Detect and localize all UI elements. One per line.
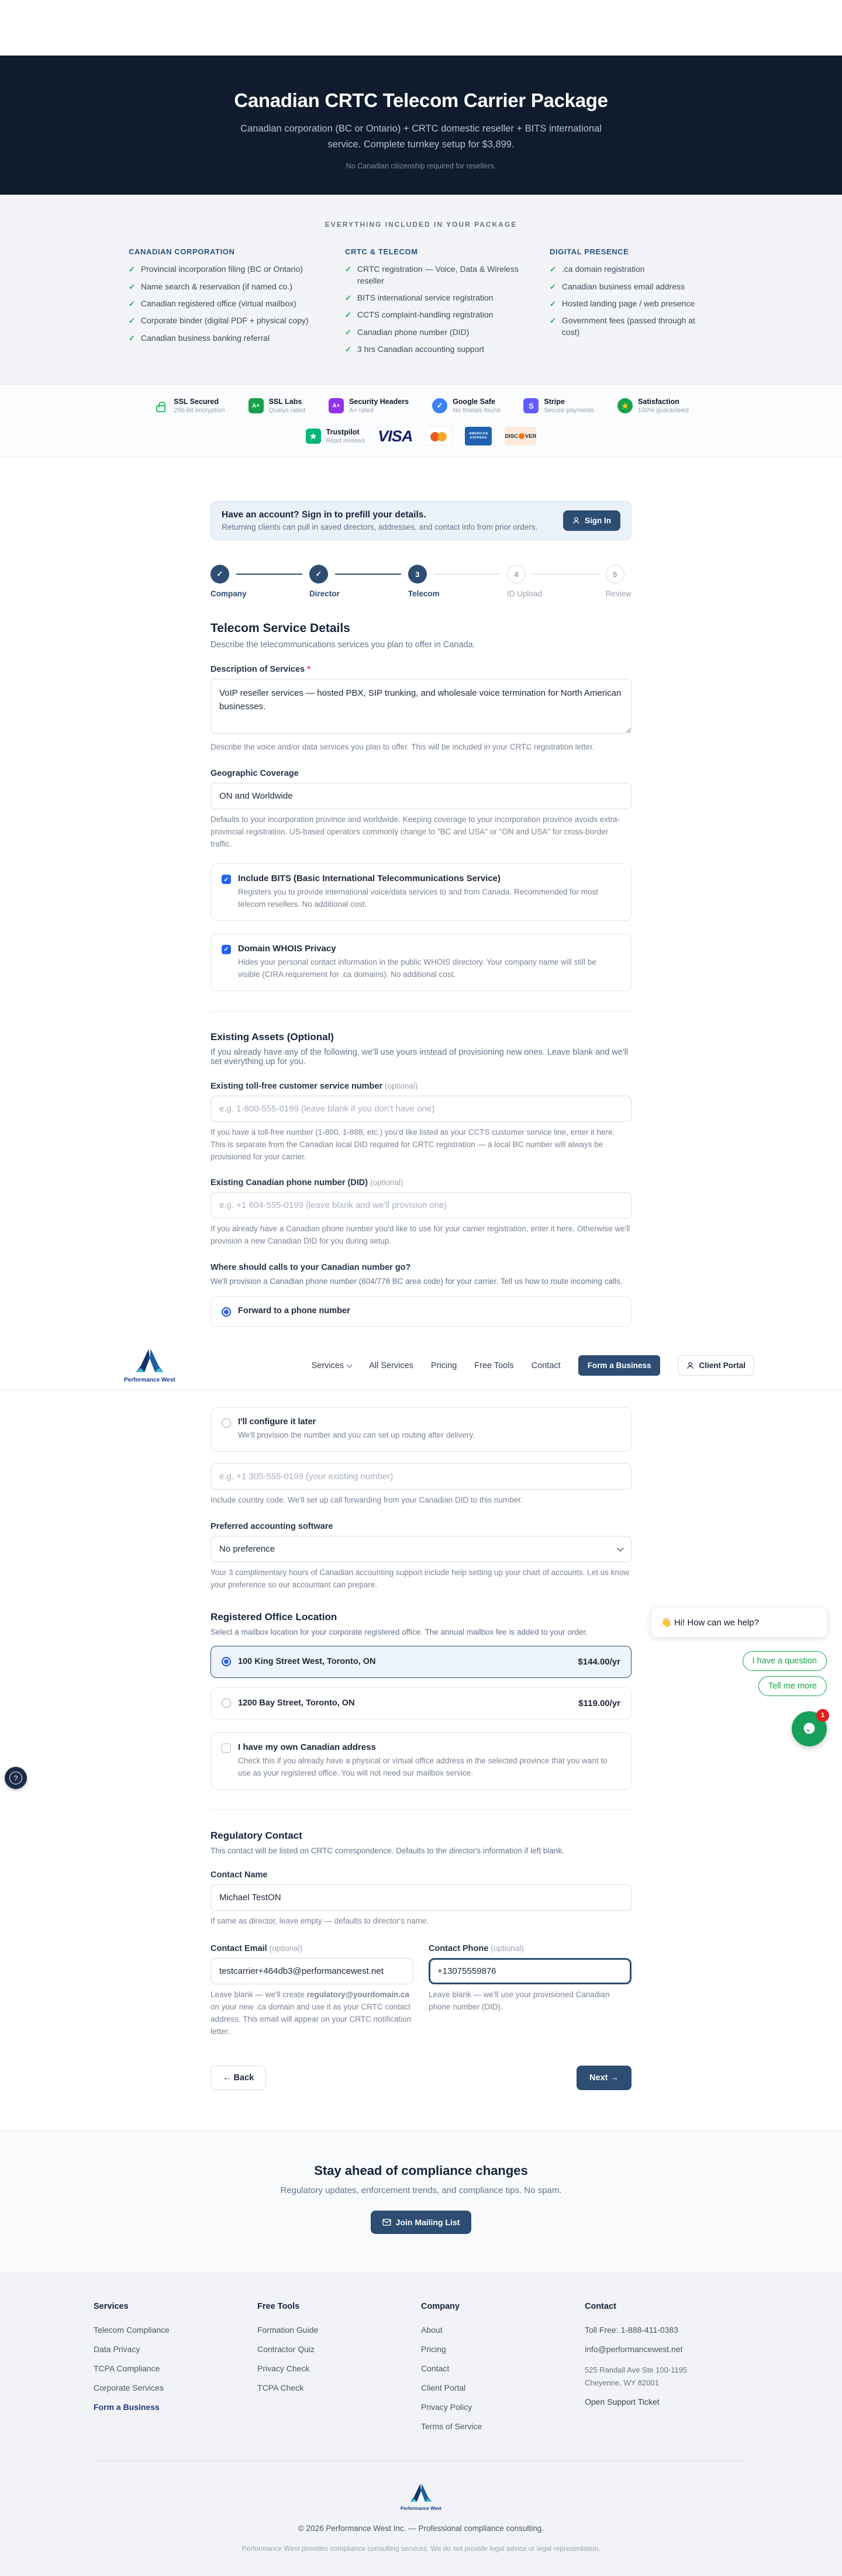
step-id-upload: 4 ID Upload: [507, 565, 606, 598]
form-a-business-button[interactable]: Form a Business: [578, 1355, 661, 1376]
badge-ssl-secured: SSL Secured 256-bit encryption: [153, 398, 225, 414]
footer-col-company: Company About Pricing Contact Client Portal Privacy Policy Terms of Service: [421, 2302, 585, 2441]
check-icon: [129, 298, 135, 309]
footer: [0, 2271, 842, 2576]
brand-name: Performance West: [124, 1377, 175, 1384]
page-title: Canadian CRTC Telecom Carrier Package: [234, 89, 608, 111]
mountain-logo-icon: [409, 2482, 433, 2505]
check-icon: [345, 344, 351, 355]
contact-email-helper: Leave blank — we'll create regulatory@yourdomain.ca on your new .ca domain and use it as your CRTC contact address. This email will appear on your CRTC notification letter.: [210, 1990, 412, 2036]
check-icon: [345, 327, 351, 338]
footer-col-tools: Free Tools Formation Guide Contractor Quiz Privacy Check TCPA Check: [257, 2302, 421, 2441]
help-button[interactable]: [5, 1767, 27, 1789]
contact-phone-label: Contact Phone (optional): [429, 1943, 524, 1953]
bits-option-card[interactable]: [210, 864, 632, 921]
stepper: [210, 565, 632, 598]
contact-name-helper: If same as director, leave empty — defaults to director's name.: [210, 1916, 429, 1925]
chat-widget: [651, 1608, 827, 1746]
list-item: ✓ Provincial incorporation filing (BC or Ontario): [129, 264, 322, 275]
description-label: Description of Services *: [210, 665, 310, 675]
signin-subtitle: Returning clients can pull in saved directors, addresses, and contact info from prior orders.: [222, 523, 538, 532]
contact-phone-helper: Leave blank — we'll use your provisioned Canadian phone number (DID).: [429, 1990, 610, 2011]
radio-unselected-icon[interactable]: [222, 1418, 231, 1428]
list-item: ✓ .ca domain registration: [550, 264, 713, 275]
regulatory-heading: Regulatory Contact: [210, 1829, 302, 1841]
office-price: $119.00/yr: [578, 1698, 620, 1708]
list-item: ✓ Canadian business banking referral: [129, 333, 322, 344]
hero-note: No Canadian citizenship required for resellers.: [346, 162, 496, 171]
step-telecom[interactable]: 3 Telecom: [408, 565, 507, 598]
footer-link[interactable]: Corporate Services: [94, 2383, 164, 2393]
checkbox-unchecked-icon[interactable]: [222, 1743, 231, 1753]
forward-number-helper: Include country code. We'll set up call forwarding from your Canadian DID to this number.: [210, 1496, 523, 1505]
sign-in-button[interactable]: Sign In: [563, 510, 620, 531]
list-item: ✓ Canadian business email address: [550, 281, 713, 292]
footer-link[interactable]: Data Privacy: [94, 2344, 140, 2354]
included-section: [0, 195, 842, 384]
badge-google-safe: ✓ Google Safe No threats found: [432, 398, 500, 414]
site-logo[interactable]: [124, 1348, 175, 1383]
newsletter-subtitle: Regulatory updates, enforcement trends, and compliance tips. No spam.: [280, 2185, 562, 2196]
accounting-helper: Your 3 complimentary hours of Canadian accounting support include help setting up your chart of accounts. Let us know your preference so our accountant can prepare.: [210, 1568, 630, 1590]
trustpilot-star-icon: ★: [306, 429, 321, 444]
accounting-label: Preferred accounting software: [210, 1522, 333, 1532]
section-title: Telecom Service Details: [210, 621, 350, 636]
footer-logo: Performance West: [401, 2482, 441, 2511]
included-col-telecom: CRTC & TELECOM ✓ CRTC registration — Voice, Data & Wireless reseller ✓ BITS international service registration ✓ CCTS complaint-handling registration ✓ Canadian phone number (DID) ✓ 3 hrs Canadian accounting support: [345, 247, 526, 361]
footer-link[interactable]: Formation Guide: [257, 2325, 319, 2335]
list-item: ✓ Canadian phone number (DID): [345, 327, 526, 338]
footer-link[interactable]: Contractor Quiz: [257, 2344, 315, 2354]
own-address-option[interactable]: I have my own Canadian address Check this if you already have a physical or virtual office address in the selected province that you want to use as your registered office. You will not need our mailbox service.: [210, 1732, 632, 1790]
radio-unselected-icon[interactable]: [222, 1698, 231, 1708]
step-check-icon: ✓: [309, 565, 328, 583]
top-strip: [0, 0, 842, 56]
step-number: 3: [408, 565, 427, 583]
a-plus-icon: A+: [329, 398, 344, 413]
footer-link[interactable]: About: [421, 2325, 443, 2335]
list-item: ✓ Canadian registered office (virtual mailbox): [129, 298, 322, 309]
footer-link[interactable]: Privacy Policy: [421, 2402, 472, 2412]
mastercard-logo: [425, 427, 452, 446]
lock-icon: [153, 398, 168, 413]
nav-free-tools[interactable]: Free Tools: [474, 1360, 514, 1370]
disclaimer: Performance West provides compliance consulting services. We do not provide legal advice or legal representation.: [241, 2544, 601, 2553]
chat-greeting-bubble: 👋 Hi! How can we help?: [651, 1608, 827, 1637]
step-check-icon: ✓: [210, 565, 229, 583]
check-icon: [129, 315, 135, 326]
footer-phone[interactable]: Toll Free: 1-888-411-0383: [585, 2325, 679, 2335]
footer-bottom: [0, 2482, 842, 2553]
footer-link[interactable]: Telecom Compliance: [94, 2325, 170, 2335]
footer-link[interactable]: Terms of Service: [421, 2422, 482, 2432]
step-number: 5: [606, 565, 624, 583]
office-heading: Registered Office Location: [210, 1611, 337, 1622]
check-icon: [129, 264, 135, 275]
client-portal-button[interactable]: Client Portal: [678, 1355, 754, 1376]
signin-title: Have an account? Sign in to prefill your details.: [222, 510, 426, 520]
included-grid: [129, 247, 713, 361]
nav-all-services[interactable]: All Services: [369, 1360, 413, 1370]
newsletter-section: [0, 2130, 842, 2271]
office-price: $144.00/yr: [578, 1656, 620, 1667]
list-item: ✓ Hosted landing page / web presence: [550, 298, 713, 309]
radio-selected-icon[interactable]: [222, 1657, 231, 1666]
footer-columns: [94, 2302, 748, 2441]
newsletter-heading: Stay ahead of compliance changes: [314, 2163, 528, 2178]
included-col-corporation: CANADIAN CORPORATION ✓ Provincial incorporation filing (BC or Ontario) ✓ Name search & reservation (if named co.) ✓ Canadian registered office (virtual mailbox) ✓ Corporate binder (digital PDF + physical copy) ✓ Canadian business banking referral: [129, 247, 322, 361]
did-label: Existing Canadian phone number (DID) (optional): [210, 1178, 403, 1188]
geographic-label: Geographic Coverage: [210, 769, 299, 779]
footer-link[interactable]: Pricing: [421, 2344, 446, 2354]
stripe-icon: S: [523, 398, 539, 413]
geographic-helper: Defaults to your incorporation province and worldwide. Keeping coverage to your incorporation province avoids extra-provincial registration. US-based operators commonly change to "BC and USA" or "ON and USA" for cross-border traffic.: [210, 815, 620, 849]
question-mark-icon: ?: [9, 1772, 22, 1784]
hero: [0, 56, 842, 195]
footer-link-form-a-business[interactable]: Form a Business: [94, 2402, 160, 2412]
did-helper: If you already have a Canadian phone number you'd like to use for your carrier registration, enter it here. Otherwise we'll provision a new Canadian DID for you during setup.: [210, 1224, 630, 1246]
required-asterisk: *: [307, 665, 310, 675]
tollfree-input[interactable]: [210, 1096, 632, 1122]
checkbox-checked-icon[interactable]: [222, 945, 231, 954]
check-circle-icon: ✓: [432, 398, 447, 413]
user-icon: [572, 517, 580, 524]
list-item: ✓ CCTS complaint-handling registration: [345, 309, 526, 320]
unread-badge: 1: [816, 1709, 829, 1722]
chat-icon: [800, 1720, 818, 1738]
footer-email[interactable]: info@performancewest.net: [585, 2344, 683, 2354]
list-item: ✓ CRTC registration — Voice, Data & Wireless reseller: [345, 264, 526, 286]
badge-satisfaction: ★ Satisfaction 100% guaranteed: [617, 398, 689, 414]
geographic-input[interactable]: [210, 783, 632, 809]
routing-label: Where should calls to your Canadian number go?: [210, 1263, 411, 1273]
tollfree-label: Existing toll-free customer service number (optional): [210, 1081, 418, 1091]
step-number: 4: [507, 565, 526, 583]
contact-columns: [210, 1929, 632, 2038]
routing-forward-option[interactable]: Forward to a phone number: [210, 1296, 632, 1327]
chat-launcher-button[interactable]: [792, 1711, 827, 1746]
nav-contact[interactable]: Contact: [531, 1360, 561, 1370]
footer-link[interactable]: Client Portal: [421, 2383, 466, 2393]
footer-address: 525 Randall Ave Ste 100-1195 Cheyenne, WY 82001: [585, 2366, 688, 2387]
footer-link[interactable]: Contact: [421, 2364, 450, 2374]
radio-selected-icon[interactable]: [222, 1307, 231, 1317]
list-item: ✓ Government fees (passed through at cost): [550, 315, 713, 338]
chevron-down-icon: [347, 1362, 353, 1368]
nav-pricing[interactable]: Pricing: [430, 1360, 457, 1370]
list-item: ✓ 3 hrs Canadian accounting support: [345, 344, 526, 355]
footer-col-contact: Contact Toll Free: 1-888-411-0383 info@performancewest.net 525 Randall Ave Ste 100-1195 Cheyenne, WY 82001 Open Support Ticket: [585, 2302, 748, 2441]
description-textarea[interactable]: [210, 679, 632, 734]
chat-quick-reply-more[interactable]: Tell me more: [758, 1676, 827, 1696]
check-icon: [345, 264, 351, 286]
check-icon: [129, 281, 135, 292]
office-sub: Select a mailbox location for your corporate registered office. The annual mailbox fee is added to your order.: [210, 1627, 588, 1636]
forward-number-input[interactable]: [210, 1463, 632, 1490]
whois-option-card[interactable]: [210, 934, 632, 991]
visa-logo: VISA: [378, 427, 413, 445]
nav-services[interactable]: Services: [312, 1361, 352, 1370]
routing-later-option[interactable]: I'll configure it later We'll provision the number and you can set up routing after delivery.: [210, 1407, 632, 1452]
check-icon: [550, 315, 556, 338]
wave-emoji-icon: 👋: [661, 1618, 672, 1628]
amex-logo: AMERICAN EXPRESS: [465, 427, 492, 446]
list-item: ✓ Name search & reservation (if named co.): [129, 281, 322, 292]
signin-banner: [210, 501, 632, 540]
footer-link[interactable]: TCPA Check: [257, 2383, 304, 2393]
a-plus-icon: A+: [249, 398, 264, 413]
existing-assets-heading: Existing Assets (Optional): [210, 1031, 334, 1042]
description-helper: Describe the voice and/or data services you plan to offer. This will be included in your CRTC registration letter.: [210, 743, 595, 752]
user-icon: [686, 1362, 694, 1369]
list-item: ✓ BITS international service registration: [345, 292, 526, 303]
check-icon: [550, 298, 556, 309]
regulatory-sub: This contact will be listed on CRTC correspondence. Defaults to the director's information if left blank.: [210, 1846, 564, 1855]
contact-name-label: Contact Name: [210, 1870, 268, 1880]
chat-quick-reply-question[interactable]: I have a question: [743, 1651, 827, 1671]
check-icon: [550, 264, 556, 275]
tollfree-helper: If you have a toll-free number (1-800, 1-888, etc.) you'd like listed as your CCTS customer service line, enter it here. This is separate from the Canadian local DID required for CRTC registration — a local BC number will always be provisioned for your carrier.: [210, 1127, 615, 1161]
contact-phone-input[interactable]: [429, 1958, 632, 1984]
contact-email-input[interactable]: [210, 1958, 413, 1984]
check-icon: [129, 333, 135, 344]
hero-subtitle: Canadian corporation (BC or Ontario) + CRTC domestic reseller + BITS international service. Complete turnkey setup for $3,899.: [240, 123, 602, 150]
step-company[interactable]: ✓ Company: [210, 565, 309, 598]
discover-logo: DISC VER: [505, 427, 536, 446]
check-icon: [345, 309, 351, 320]
copyright: © 2026 Performance West Inc. — Professional compliance consulting.: [298, 2524, 544, 2533]
footer-col-services: Services Telecom Compliance Data Privacy TCPA Compliance Corporate Services Form a Business: [94, 2302, 257, 2441]
office-option-king-street[interactable]: 100 King Street West, Toronto, ON $144.00/yr: [210, 1646, 632, 1678]
footer-link[interactable]: Privacy Check: [257, 2364, 310, 2374]
badge-stripe: S Stripe Secure payments: [523, 398, 594, 414]
list-item: ✓ Corporate binder (digital PDF + physical copy): [129, 315, 322, 326]
checkbox-checked-icon[interactable]: [222, 875, 231, 884]
accounting-select[interactable]: No preference: [210, 1536, 632, 1562]
step-review: 5 Review: [606, 565, 632, 598]
footer-link[interactable]: TCPA Compliance: [94, 2364, 160, 2374]
badge-security-headers: A+ Security Headers A+ rated: [329, 398, 409, 414]
mail-icon: [382, 2219, 391, 2226]
step-director[interactable]: ✓ Director: [309, 565, 408, 598]
routing-sub: We'll provision a Canadian phone number (604/778 BC area code) for your carrier. Tell us how to route incoming calls.: [210, 1277, 623, 1286]
check-icon: [550, 281, 556, 292]
site-navbar: [0, 1342, 842, 1390]
wizard-actions: [210, 2066, 632, 2130]
bits-title: Include BITS (Basic International Telecommunications Service): [238, 873, 501, 883]
existing-assets-sub: If you already have any of the following, we'll use yours instead of provisioning new ones. Leave blank and we'll set everything up for you.: [210, 1047, 629, 1066]
check-icon: [345, 292, 351, 303]
section-subtitle: Describe the telecommunications services you plan to offer in Canada.: [210, 640, 475, 650]
included-heading: EVERYTHING INCLUDED IN YOUR PACKAGE: [325, 220, 517, 229]
bits-desc: Registers you to provide international voice/data services to and from Canada. Recommended for most telecom resellers. No additional cost.: [238, 888, 599, 909]
included-col-digital: DIGITAL PRESENCE ✓ .ca domain registration ✓ Canadian business email address ✓ Hosted landing page / web presence ✓ Government fees (passed through at cost): [550, 247, 713, 361]
mountain-logo-icon: [134, 1348, 165, 1376]
whois-desc: Hides your personal contact information in the public WHOIS directory. Your company name will still be visible (CIRA requirement for .ca domains). No additional cost.: [238, 957, 596, 979]
office-option-bay-street[interactable]: 1200 Bay Street, Toronto, ON $119.00/yr: [210, 1687, 632, 1719]
trust-bar: [0, 384, 842, 458]
nav-links: [312, 1355, 754, 1376]
back-button[interactable]: ← Back: [210, 2066, 266, 2090]
chevron-down-icon: [617, 1545, 623, 1551]
badge-trustpilot[interactable]: ★ Trustpilot Read reviews: [306, 428, 365, 444]
did-input[interactable]: [210, 1192, 632, 1218]
whois-title: Domain WHOIS Privacy: [238, 943, 336, 954]
join-mailing-list-button[interactable]: Join Mailing List: [371, 2211, 472, 2234]
badge-ssl-labs: A+ SSL Labs Qualys rated: [249, 398, 305, 414]
payment-row: [0, 427, 842, 446]
next-button[interactable]: Next →: [577, 2066, 632, 2090]
star-circle-icon: ★: [617, 398, 633, 413]
contact-name-input[interactable]: [210, 1884, 632, 1911]
footer-support-ticket[interactable]: Open Support Ticket: [585, 2397, 660, 2407]
contact-email-label: Contact Email (optional): [210, 1943, 302, 1953]
trust-badges-row: [0, 398, 842, 414]
